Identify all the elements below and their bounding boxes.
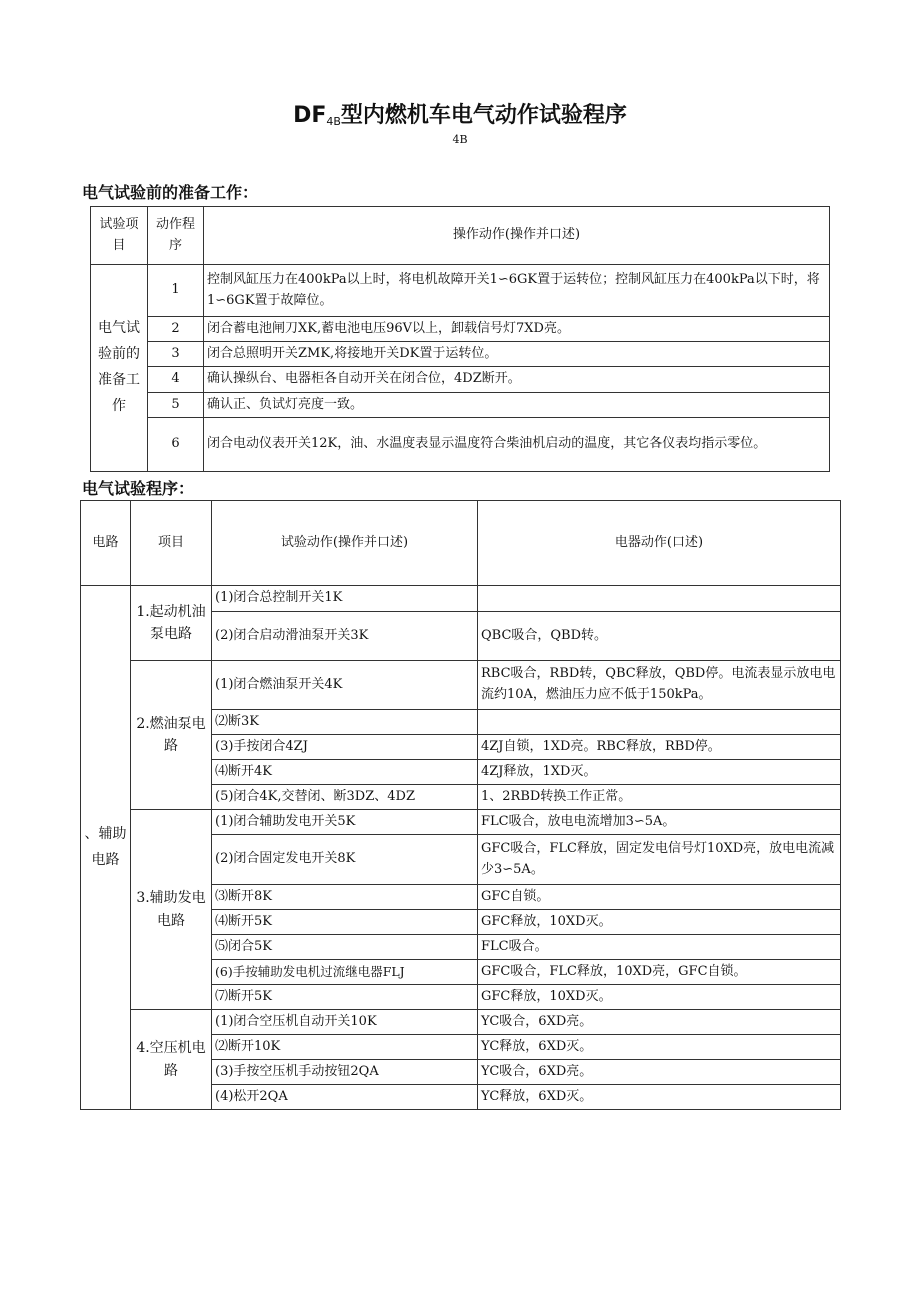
action-cell: ⑶断开8K [212, 885, 478, 910]
device-cell: FLC吸合，放电电流增加3∽5A。 [478, 810, 841, 835]
prog-row [81, 810, 841, 835]
prog-header-device: 电器动作(口述) [478, 501, 841, 586]
action-cell: ⑷断开4K [212, 760, 478, 785]
prep-header-seq: 动作程序 [148, 207, 204, 265]
item-cell: 3.辅助发电电路 [131, 810, 212, 1010]
action-cell: (1)闭合燃油泵开关4K [212, 661, 478, 710]
action-cell: ⑵断开10K [212, 1035, 478, 1060]
prog-header-action: 试验动作(操作并口述) [212, 501, 478, 586]
prep-table [90, 206, 830, 472]
action-cell: (1)闭合空压机自动开关10K [212, 1010, 478, 1035]
prep-seq: 2 [148, 317, 204, 342]
device-cell: YC释放，6XD灭。 [478, 1035, 841, 1060]
prep-seq: 3 [148, 342, 204, 367]
prep-action: 确认操纵台、电器柜各自动开关在闭合位，4DZ断开。 [204, 367, 830, 393]
prep-row [91, 342, 830, 367]
item-cell: 1.起动机油泵电路 [131, 586, 212, 661]
page-subtitle: 4B [452, 133, 468, 146]
action-cell: (6)手按辅助发电机过流继电器FLJ [212, 960, 478, 985]
title-rest: 型内燃机车电气动作试验程序 [340, 103, 627, 128]
prep-action: 闭合总照明开关ZMK,将接地开关DK置于运转位。 [204, 342, 830, 367]
device-cell: YC吸合，6XD亮。 [478, 1010, 841, 1035]
action-cell: (4)松开2QA [212, 1085, 478, 1110]
prep-group-cell: 电气试验前的准备工作 [91, 265, 148, 472]
action-cell: ⑵断3K [212, 710, 478, 735]
prog-header-row [81, 501, 841, 586]
action-cell: (2)闭合启动滑油泵开关3K [212, 612, 478, 661]
page-title [0, 98, 920, 129]
prog-row [81, 1010, 841, 1035]
prep-action: 闭合电动仪表开关12K，油、水温度表显示温度符合柴油机启动的温度，其它各仪表均指示零位。 [204, 418, 830, 472]
device-cell: 4ZJ释放，1XD灭。 [478, 760, 841, 785]
prep-action: 确认正、负试灯亮度一致。 [204, 393, 830, 418]
action-cell: ⑸闭合5K [212, 935, 478, 960]
prep-row [91, 393, 830, 418]
prog-heading: 电气试验程序： [82, 479, 195, 498]
action-cell: (2)闭合固定发电开关8K [212, 835, 478, 885]
circuit-cell: 、辅助电路 [81, 586, 131, 1110]
device-cell [478, 586, 841, 612]
action-cell: (1)闭合总控制开关1K [212, 586, 478, 612]
prep-action: 闭合蓄电池闸刀XK,蓄电池电压96V以上，卸载信号灯7XD亮。 [204, 317, 830, 342]
device-cell: QBC吸合，QBD转。 [478, 612, 841, 661]
action-cell: (1)闭合辅助发电开关5K [212, 810, 478, 835]
prep-row [91, 367, 830, 393]
device-cell: GFC吸合，FLC释放，10XD亮，GFC自锁。 [478, 960, 841, 985]
device-cell: YC吸合，6XD亮。 [478, 1060, 841, 1085]
device-cell: 4ZJ自锁，1XD亮。RBC释放，RBD停。 [478, 735, 841, 760]
device-cell: 1、2RBD转换工作正常。 [478, 785, 841, 810]
prep-seq: 1 [148, 265, 204, 317]
device-cell: RBC吸合，RBD转，QBC释放，QBD停。电流表显示放电电流约10A，燃油压力应不低于150kPa。 [478, 661, 841, 710]
prog-row [81, 661, 841, 710]
device-cell: GFC自锁。 [478, 885, 841, 910]
prep-row [91, 265, 830, 317]
prog-row [81, 586, 841, 612]
prep-header-action: 操作动作(操作并口述) [204, 207, 830, 265]
action-cell: ⑷断开5K [212, 910, 478, 935]
prep-row [91, 317, 830, 342]
title-subscript: 4B [326, 115, 341, 128]
prog-header-item: 项目 [131, 501, 212, 586]
device-cell: GFC释放，10XD灭。 [478, 910, 841, 935]
item-cell: 4.空压机电路 [131, 1010, 212, 1110]
prep-header-row [91, 207, 830, 265]
title-main: DF [293, 103, 327, 128]
prep-seq: 5 [148, 393, 204, 418]
device-cell: GFC吸合，FLC释放，固定发电信号灯10XD亮，放电电流减少3∽5A。 [478, 835, 841, 885]
item-cell: 2.燃油泵电路 [131, 661, 212, 810]
device-cell: FLC吸合。 [478, 935, 841, 960]
prep-seq: 6 [148, 418, 204, 472]
device-cell [478, 710, 841, 735]
program-table [80, 500, 841, 1110]
prep-row [91, 418, 830, 472]
action-cell: (5)闭合4K,交替闭、断3DZ、4DZ [212, 785, 478, 810]
prog-header-circuit: 电路 [81, 501, 131, 586]
prep-heading: 电气试验前的准备工作： [82, 183, 259, 202]
action-cell: (3)手按闭合4ZJ [212, 735, 478, 760]
action-cell: ⑺断开5K [212, 985, 478, 1010]
prep-seq: 4 [148, 367, 204, 393]
prep-action: 控制风缸压力在400kPa以上时，将电机故障开关1∽6GK置于运转位；控制风缸压力在400kPa以下时，将1∽6GK置于故障位。 [204, 265, 830, 317]
action-cell: (3)手按空压机手动按钮2QA [212, 1060, 478, 1085]
device-cell: YC释放，6XD灭。 [478, 1085, 841, 1110]
device-cell: GFC释放，10XD灭。 [478, 985, 841, 1010]
prep-header-item: 试验项目 [91, 207, 148, 265]
